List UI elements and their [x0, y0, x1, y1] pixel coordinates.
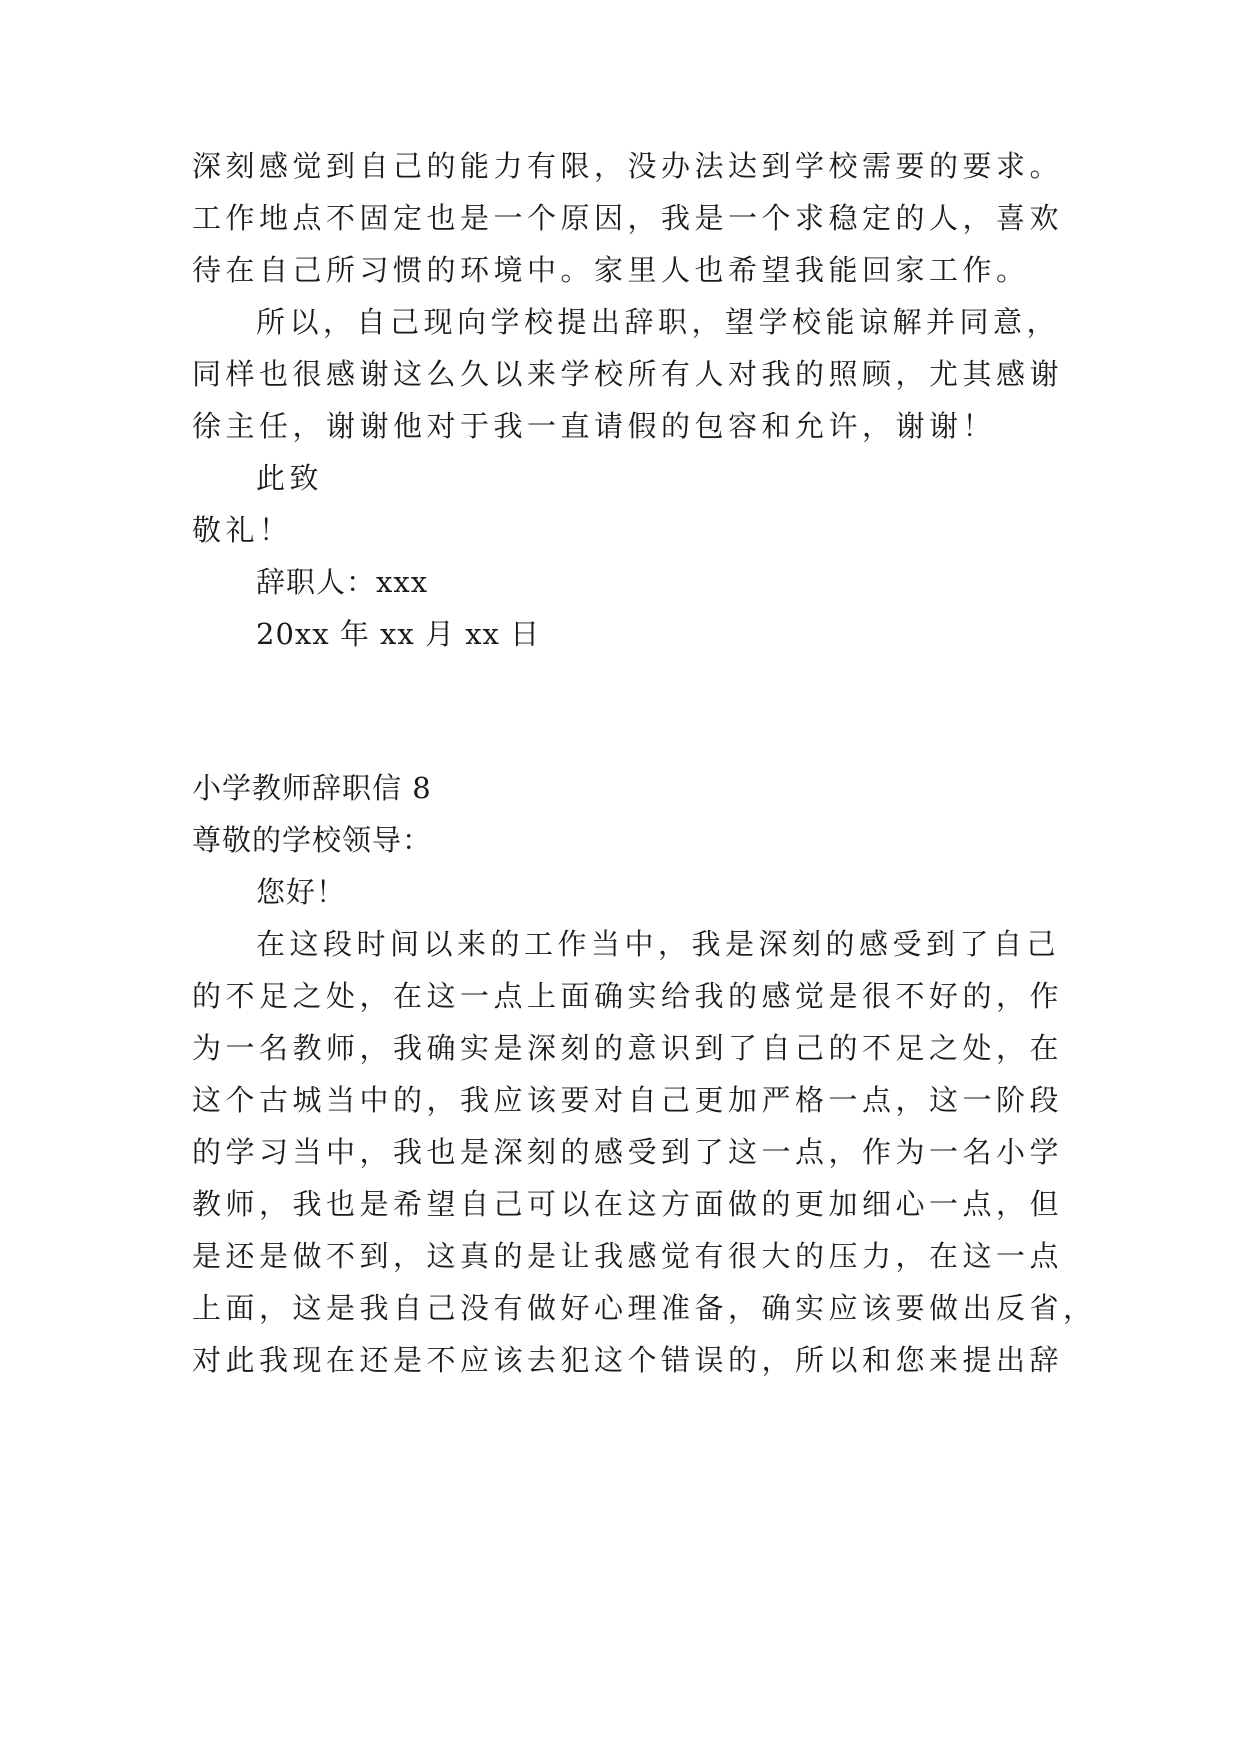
paragraph-line: 工作地点不固定也是一个原因，我是一个求稳定的人，喜欢 [192, 201, 1064, 235]
paragraph-line: 同样也很感谢这么久以来学校所有人对我的照顾，尤其感谢 [192, 357, 1064, 391]
date-text: 20xx 年 xx 月 xx 日 [256, 617, 541, 651]
paragraph-line: 这个古城当中的，我应该要对自己更加严格一点，这一阶段 [192, 1083, 1064, 1117]
paragraph-line: 的不足之处，在这一点上面确实给我的感觉是很不好的，作 [192, 979, 1064, 1013]
paragraph-line: 教师，我也是希望自己可以在这方面做的更加细心一点，但 [192, 1187, 1064, 1221]
paragraph-line: 所以，自己现向学校提出辞职，望学校能谅解并同意， [256, 305, 1061, 339]
paragraph-line: 的学习当中，我也是深刻的感受到了这一点，作为一名小学 [192, 1135, 1064, 1169]
paragraph-line: 为一名教师，我确实是深刻的意识到了自己的不足之处，在 [192, 1031, 1064, 1065]
letter-title: 小学教师辞职信 8 [192, 771, 432, 805]
paragraph-line: 对此我现在还是不应该去犯这个错误的，所以和您来提出辞 [192, 1343, 1064, 1377]
recipient-text: 尊敬的学校领导： [192, 823, 433, 857]
paragraph-line: 上面，这是我自己没有做好心理准备，确实应该要做出反省， [192, 1291, 1097, 1325]
paragraph-line: 是还是做不到，这真的是让我感觉有很大的压力，在这一点 [192, 1239, 1064, 1273]
paragraph-line: 深刻感觉到自己的能力有限，没办法达到学校需要的要求。 [192, 149, 1064, 183]
signature-text: 辞职人：xxx [256, 565, 429, 599]
salute-text: 敬礼！ [192, 513, 293, 547]
paragraph-line: 待在自己所习惯的环境中。家里人也希望我能回家工作。 [192, 253, 1030, 287]
closing-text: 此致 [256, 461, 324, 495]
greeting-text: 您好！ [256, 875, 347, 909]
paragraph-line: 徐主任，谢谢他对于我一直请假的包容和允许，谢谢！ [192, 409, 997, 443]
paragraph-line: 在这段时间以来的工作当中，我是深刻的感受到了自己 [256, 927, 1061, 961]
